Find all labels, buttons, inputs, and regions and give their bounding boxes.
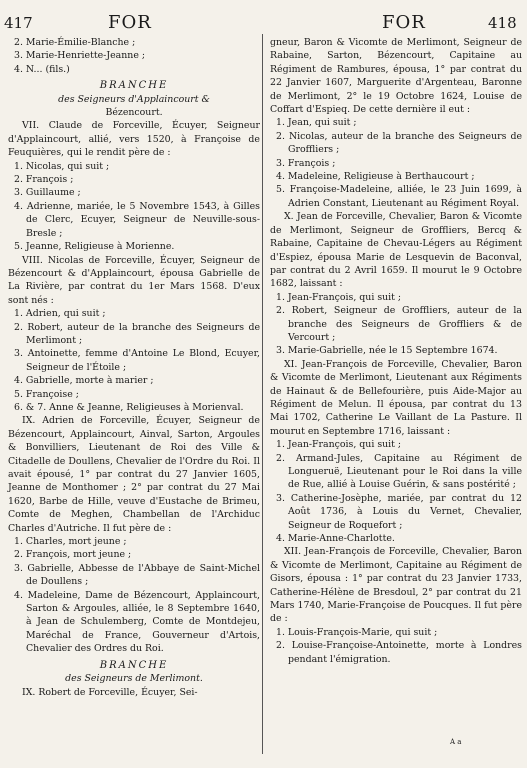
right-column-paragraph: XII. Jean-François de Forceville, Chevalier, Baron & Vicomte de Merlimont, Capitaine au Régiment de Gisors, épousa : 1° par contrat du 23 Janvier 1733, Catherine-Hélène de Bresdoul, 2° par contrat du 21 Mars 1740, Marie-Françoise de Poucques. Il fut père de : — [270, 546, 522, 625]
left-column-paragraph: 3. Antoinette, femme d'Antoine Le Blond, Ecuyer, Seigneur de l'Étoile ; — [14, 348, 260, 373]
column-divider — [262, 34, 263, 754]
left-column-paragraph: 4. N... (fils.) — [14, 63, 70, 75]
right-column — [270, 36, 522, 666]
right-column-paragraph: 3. François ; — [276, 157, 336, 169]
left-column-paragraph: des Seigneurs de Merlimont. — [65, 673, 203, 685]
right-column-paragraph: 4. Marie-Anne-Charlotte. — [276, 533, 395, 545]
right-column-paragraph: 1. Jean-François, qui suit ; — [276, 439, 402, 451]
left-column-paragraph: 1. Nicolas, qui suit ; — [14, 160, 110, 172]
right-page-number: 418 — [488, 14, 517, 32]
left-column-paragraph: 3. Gabrielle, Abbesse de l'Abbaye de Saint-Michel de Doullens ; — [14, 562, 260, 588]
left-column-paragraph: 3. Guillaume ; — [14, 187, 81, 199]
right-column-paragraph: 2. Armand-Jules, Capitaine au Régiment de Longueruë, Lieutenant pour le Roi dans la ville de Rue, allié à Louise Guérin, & sans postérité ; — [276, 452, 522, 491]
right-column-paragraph: 5. Françoise-Madeleine, alliée, le 23 Juin 1699, à Adrien Constant, Lieutenant au Régiment Royal. — [276, 184, 522, 209]
left-column-paragraph: 4. Adrienne, mariée, le 5 Novembre 1543, à Gilles de Clerc, Ecuyer, Seigneur de Neuville-sous-Bresle ; — [14, 200, 260, 239]
left-page-number: 417 — [4, 14, 33, 32]
right-column-paragraph: X. Jean de Forceville, Chevalier, Baron & Vicomte de Merlimont, Seigneur de Groffliers, Bercq & Rabaine, Capitaine de Chevau-Légers au Régiment d'Espiez, épousa Marie de Lesquevin de Baconval, par contrat du 2 Avril 1659. Il mourut le 9 Octobre 1682, laissant : — [270, 211, 522, 290]
left-column-paragraph: des Seigneurs d'Applaincourt & — [58, 93, 210, 105]
left-column-paragraph: 2. Robert, auteur de la branche des Seigneurs de Merlimont ; — [14, 321, 260, 346]
left-column-paragraph: 2. François, mort jeune ; — [14, 549, 132, 561]
left-column — [8, 36, 260, 699]
right-column-paragraph: 1. Louis-François-Marie, qui suit ; — [276, 626, 438, 638]
left-column-paragraph: VII. Claude de Forceville, Écuyer, Seigneur d'Applaincourt, allié, vers 1520, à Françoise de Feuquières, qui le rendit père de : — [8, 120, 260, 159]
signature-mark: A a — [450, 738, 462, 746]
left-column-paragraph: 1. Adrien, qui suit ; — [14, 308, 106, 320]
right-column-paragraph: 3. Marie-Gabrielle, née le 15 Septembre 1674. — [276, 345, 498, 357]
right-column-paragraph: 1. Jean-François, qui suit ; — [276, 291, 402, 303]
left-column-paragraph: Bézencourt. — [105, 107, 163, 119]
right-running-title: FOR — [382, 12, 426, 33]
right-column-paragraph: 1. Jean, qui suit ; — [276, 117, 357, 129]
left-column-paragraph: 4. Madeleine, Dame de Bézencourt, Applaincourt, Sarton & Argoules, alliée, le 8 Septembre 1640, à Jean de Schulemberg, Comte de Montdejeu, Maréchal de France, Gouverneur d'Artois, Chevalier des Ordres du Roi. — [14, 589, 260, 655]
right-column-paragraph: 4. Madeleine, Religieuse à Berthaucourt ; — [276, 171, 475, 183]
left-column-paragraph: VIII. Nicolas de Forceville, Écuyer, Seigneur de Bézencourt & d'Applaincourt, épousa Gabrielle de La Rivière, par contrat du 1er Mars 1568. D'eux sont nés : — [8, 254, 260, 306]
right-column-paragraph: 3. Catherine-Josèphe, mariée, par contrat du 12 Août 1736, à Louis du Vernet, Chevalier, Seigneur de Roquefort ; — [276, 492, 522, 531]
right-column-paragraph: 2. Robert, Seigneur de Groffliers, auteur de la branche des Seigneurs de Groffliers & de Vercourt ; — [276, 305, 522, 343]
left-column-paragraph: 5. Jeanne, Religieuse à Morienne. — [14, 241, 175, 253]
right-column-paragraph: 2. Louise-Françoise-Antoinette, morte à Londres pendant l'émigration. — [276, 640, 522, 665]
right-column-paragraph: XI. Jean-François de Forceville, Chevalier, Baron & Vicomte de Merlimont, Lieutenant aux Régiments de Hainaut & de Bellefourière, puis Aide-Major au Régiment de Melun. Il épousa, par contrat du 13 Mai 1702, Catherine Le Vaillant de La Pasture. Il mourut en Septembre 1716, laissant : — [270, 358, 522, 437]
left-running-title: FOR — [108, 12, 152, 33]
left-column-paragraph: 2. François ; — [14, 174, 74, 186]
left-column-paragraph: 5. Françoise ; — [14, 388, 79, 400]
left-column-paragraph: 2. Marie-Émilie-Blanche ; — [14, 37, 136, 48]
left-column-paragraph: BRANCHE — [99, 80, 169, 92]
left-column-paragraph: 3. Marie-Henriette-Jeanne ; — [14, 50, 146, 62]
left-column-paragraph: BRANCHE — [99, 659, 169, 671]
left-column-paragraph: IX. Adrien de Forceville, Écuyer, Seigneur de Bézencourt, Applaincourt, Ainval, Sarton, Argoules & Bonvilliers, Lieutenant de Roi des Ville & Citadelle de Doullens, Chevalier de l'Ordre du Roi. Il avait épousé, 1° par contrat du 27 Janvier 1605, Jeanne de Monthomer ; 2° par contrat du 27 Mai 1620, Barbe de Hille, veuve d'Eustache de Brimeu, Comte de Meghen, Chambellan de l'Archiduc Charles d'Autriche. Il fut père de : — [8, 415, 260, 534]
right-column-paragraph: gneur, Baron & Vicomte de Merlimont, Seigneur de Rabaine, Sarton, Bézencourt, Capitaine au Régiment de Rambures, épousa, 1° par contrat du 22 Janvier 1607, Marguerite d'Argenteau, Baronne de Merlimont, 2° le 19 Octobre 1624, Louise de Coffart d'Espieq. De cette dernière il eut : — [270, 37, 522, 116]
left-column-paragraph: 4. Gabrielle, morte à marier ; — [14, 375, 154, 387]
left-column-paragraph: 6. & 7. Anne & Jeanne, Religieuses à Morienval. — [14, 401, 244, 413]
left-column-paragraph: IX. Robert de Forceville, Écuyer, Sei- — [22, 686, 198, 698]
left-column-paragraph: 1. Charles, mort jeune ; — [14, 536, 127, 548]
right-column-paragraph: 2. Nicolas, auteur de la branche des Seigneurs de Groffliers ; — [276, 130, 522, 156]
